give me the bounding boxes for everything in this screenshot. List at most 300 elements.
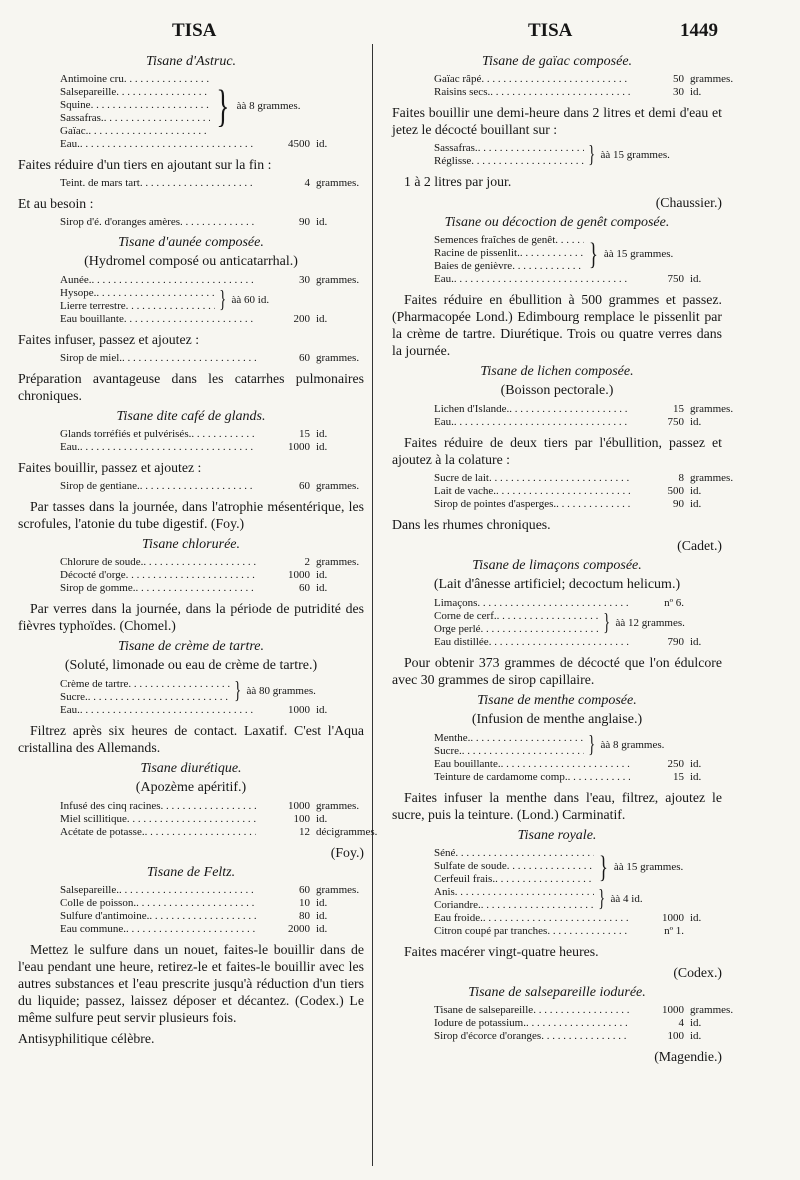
leader-dots <box>497 610 599 623</box>
ingredient-row <box>60 923 394 936</box>
leader-dots <box>477 597 630 610</box>
ingredient-unit: grammes. <box>690 472 734 484</box>
ingredient-unit: grammes. <box>316 274 360 286</box>
ingredient-name: Crème de tartre <box>60 678 129 690</box>
brace: } <box>219 287 227 313</box>
ingredient-quantity: 8 <box>678 472 684 484</box>
ingredient-row <box>60 582 394 595</box>
ingredient-unit: grammes. <box>316 177 360 189</box>
ingredient-name: Baies de genièvre <box>434 260 513 272</box>
ingredient-name: Eau distillée <box>434 636 489 648</box>
ingredient-name: Semences fraîches de genêt <box>434 234 556 246</box>
ingredient-unit: id. <box>316 582 328 594</box>
ingredient-row <box>434 403 768 416</box>
leader-dots <box>124 73 210 86</box>
ingredient-list <box>60 480 364 493</box>
ingredient-list <box>60 73 364 151</box>
leader-dots <box>119 884 256 897</box>
ingredient-unit: grammes. <box>316 800 360 812</box>
ingredient-list <box>434 403 734 429</box>
brace: } <box>598 886 606 912</box>
ingredient-list <box>434 472 734 511</box>
ingredient-group <box>434 847 722 886</box>
ingredient-unit: id. <box>690 912 702 924</box>
leader-dots <box>556 498 630 511</box>
recipe-title: Tisane de gaïac composée. <box>481 54 633 69</box>
ingredient-row <box>434 912 768 925</box>
leader-dots <box>481 899 594 912</box>
ingredient-row <box>60 313 394 326</box>
recipe-subtitle: (Infusion de menthe anglaise.) <box>471 712 643 727</box>
ingredient-group <box>60 287 364 313</box>
ingredient-name: Salsepareille <box>60 86 117 98</box>
ingredient-quantity: 2 <box>304 556 310 568</box>
brace: } <box>588 142 596 168</box>
ingredient-row <box>60 884 394 897</box>
ingredient-group-names <box>60 287 215 313</box>
recipe-title: Tisane de Feltz. <box>146 865 236 880</box>
ingredient-row <box>60 125 210 138</box>
leader-dots <box>149 910 256 923</box>
ingredient-name: Acétate de potasse. <box>60 826 145 838</box>
ingredient-name: Sirop d'é. d'oranges amères <box>60 216 181 228</box>
ingredient-list <box>434 732 722 784</box>
brace: } <box>598 848 608 884</box>
instruction-text: Faites macérer vingt-quatre heures. <box>404 944 599 959</box>
ingredient-name: Tisane de salsepareille <box>434 1004 534 1016</box>
ingredient-name: Limaçons <box>434 597 478 609</box>
ingredient-list <box>434 234 722 286</box>
ingredient-list <box>60 428 364 454</box>
ingredient-name: Chlorure de soude. <box>60 556 144 568</box>
leader-dots <box>88 125 210 138</box>
recipe-title: Tisane de salsepareille iodurée. <box>468 985 646 1000</box>
ingredient-row <box>60 897 394 910</box>
ingredient-group <box>434 610 722 636</box>
ingredient-row <box>60 813 394 826</box>
header-center: TISA <box>528 20 573 41</box>
instruction-text: Faites réduire en ébullition à 500 grammes et passez. (Pharmacopée Lond.) Edimbourg remplace le pissenlit par la crème de tartre. Diurétique. Trois ou quatre verres dans la journée. <box>392 292 722 358</box>
ingredient-row <box>434 860 594 873</box>
brace: } <box>588 235 598 271</box>
ingredient-row <box>60 678 230 691</box>
ingredient-row <box>434 623 599 636</box>
leader-dots <box>136 897 256 910</box>
leader-dots <box>501 758 630 771</box>
ingredient-row <box>60 826 394 839</box>
leader-dots <box>533 1004 630 1017</box>
recipe-subtitle: (Lait d'ânesse artificiel; decoctum helicum.) <box>433 577 681 592</box>
ingredient-quantity: 4500 <box>288 138 310 150</box>
recipe-title: Tisane diurétique. <box>140 761 242 776</box>
ingredient-name: Aunée. <box>60 274 92 286</box>
ingredient-quantity: àà 8 grammes. <box>236 99 301 112</box>
ingredient-row <box>60 691 230 704</box>
ingredient-list <box>434 847 722 938</box>
ingredient-quantity: 750 <box>667 273 684 285</box>
ingredient-group <box>60 678 364 704</box>
ingredient-quantity: nº 1. <box>664 925 684 937</box>
recipe-title: Tisane chlorurée. <box>142 537 240 552</box>
leader-dots <box>455 847 594 860</box>
recipe-title: Tisane de lichen composée. <box>480 364 634 379</box>
ingredient-unit: id. <box>690 498 702 510</box>
ingredient-row <box>434 732 584 745</box>
ingredient-row <box>434 925 768 938</box>
ingredient-name: Gaïac râpé <box>434 73 482 85</box>
leader-dots <box>568 771 630 784</box>
ingredient-name: Sucre. <box>434 745 462 757</box>
ingredient-row <box>434 771 768 784</box>
ingredient-quantity: 200 <box>293 313 310 325</box>
ingredient-name: Sucre de lait <box>434 472 489 484</box>
ingredient-row <box>60 428 394 441</box>
leader-dots <box>512 260 584 273</box>
ingredient-list <box>434 597 722 649</box>
leader-dots <box>481 73 630 86</box>
instruction-text: Mettez le sulfure dans un nouet, faites-le bouillir dans de l'eau pendant une heure, retirez-le et faites-le bouillir avec les autres substances et l'eau prescrite jusqu'à réduction d'un tiers du liquide; passez, laissez déposer et décantez. (Codex.) Le même sulfure peut servir plusieurs fois. <box>18 942 364 1025</box>
ingredient-row <box>434 597 768 610</box>
ingredient-quantity: 15 <box>673 403 684 415</box>
ingredient-row <box>434 847 594 860</box>
recipe-subtitle: (Hydromel composé ou anticatarrhal.) <box>84 254 298 269</box>
leader-dots <box>143 556 256 569</box>
ingredient-name: Antimoine cru <box>60 73 124 85</box>
instruction-text: Faites bouillir, passez et ajoutez : <box>18 460 202 475</box>
ingredient-row <box>434 416 768 429</box>
ingredient-row <box>60 177 394 190</box>
ingredient-quantity: àà 15 grammes. <box>613 860 684 873</box>
ingredient-list <box>434 142 722 168</box>
ingredient-name: Lierre terrestre <box>60 300 126 312</box>
ingredient-unit: id. <box>316 313 328 325</box>
leader-dots <box>116 86 210 99</box>
ingredient-name: Anis <box>434 886 455 898</box>
ingredient-row <box>434 1004 768 1017</box>
leader-dots <box>161 800 257 813</box>
ingredient-unit: id. <box>316 923 328 935</box>
ingredient-group-names <box>60 73 210 138</box>
ingredient-name: Salsepareille. <box>60 884 119 896</box>
ingredient-quantity: 1000 <box>288 569 310 581</box>
source-attribution: (Chaussier.) <box>655 195 722 210</box>
ingredient-list <box>60 274 364 326</box>
leader-dots <box>455 886 594 899</box>
ingredient-quantity: 4 <box>678 1017 684 1029</box>
ingredient-quantity: 10 <box>299 897 310 909</box>
ingredient-row <box>434 155 584 168</box>
brace: } <box>603 610 611 636</box>
ingredient-row <box>60 112 210 125</box>
ingredient-name: Sulfure d'antimoine. <box>60 910 150 922</box>
ingredient-row <box>60 569 394 582</box>
ingredient-quantity: 500 <box>667 485 684 497</box>
ingredient-unit: grammes. <box>690 403 734 415</box>
ingredient-name: Sirop de miel. <box>60 352 123 364</box>
leader-dots <box>489 636 630 649</box>
ingredient-list <box>60 678 364 717</box>
leader-dots <box>140 480 256 493</box>
ingredient-name: Menthe. <box>434 732 471 744</box>
recipe-title: Tisane de crème de tartre. <box>117 639 265 654</box>
ingredient-unit: id. <box>316 704 328 716</box>
ingredient-unit: id. <box>316 897 328 909</box>
recipe-title: Tisane ou décoction de genêt composée. <box>444 215 670 230</box>
ingredient-name: Iodure de potassium. <box>434 1017 526 1029</box>
ingredient-row <box>60 480 394 493</box>
instruction-text: Filtrez après six heures de contact. Laxatif. C'est l'Aqua cristallina des Allemands. <box>18 723 364 755</box>
leader-dots <box>470 732 584 745</box>
leader-dots <box>145 826 256 839</box>
header-left: TISA <box>172 20 217 41</box>
ingredient-row <box>60 99 210 112</box>
ingredient-name: Eau bouillante <box>60 313 124 325</box>
leader-dots <box>547 925 630 938</box>
ingredient-group-names <box>60 678 230 704</box>
leader-dots <box>496 485 630 498</box>
leader-dots <box>126 569 256 582</box>
ingredient-unit: id. <box>316 813 328 825</box>
ingredient-group <box>434 732 722 758</box>
ingredient-name: Eau commune. <box>60 923 126 935</box>
ingredient-unit: grammes. <box>316 556 360 568</box>
ingredient-quantity: 1000 <box>288 704 310 716</box>
running-header <box>0 20 800 44</box>
ingredient-unit: id. <box>690 636 702 648</box>
leader-dots <box>191 428 256 441</box>
source-attribution: (Magendie.) <box>654 1049 722 1064</box>
ingredient-name: Racine de pissenlit. <box>434 247 520 259</box>
ingredient-row <box>60 216 394 229</box>
recipe-subtitle: (Boisson pectorale.) <box>500 383 614 398</box>
recipe-subtitle: (Soluté, limonade ou eau de crème de tartre.) <box>64 658 318 673</box>
leader-dots <box>91 274 256 287</box>
ingredient-group <box>434 142 722 168</box>
leader-dots <box>122 352 256 365</box>
ingredient-quantity: 80 <box>299 910 310 922</box>
ingredient-name: Sassafras. <box>60 112 104 124</box>
leader-dots <box>135 582 256 595</box>
leader-dots <box>454 416 630 429</box>
column-divider <box>372 44 373 1166</box>
right-column <box>392 50 734 1068</box>
source-attribution: (Cadet.) <box>677 538 722 553</box>
ingredient-row <box>434 610 599 623</box>
instruction-text: Antisyphilitique célèbre. <box>18 1031 155 1046</box>
ingredient-name: Sirop de gomme. <box>60 582 136 594</box>
ingredient-row <box>434 260 584 273</box>
ingredient-unit: décigrammes. <box>316 826 378 838</box>
ingredient-quantity: 60 <box>299 582 310 594</box>
ingredient-quantity: 15 <box>299 428 310 440</box>
ingredient-quantity: 750 <box>667 416 684 428</box>
ingredient-name: Sirop de gentiane. <box>60 480 140 492</box>
ingredient-unit: grammes. <box>316 480 360 492</box>
leader-dots <box>127 813 256 826</box>
ingredient-name: Raisins secs. <box>434 86 491 98</box>
leader-dots <box>471 155 584 168</box>
leader-dots <box>126 300 215 313</box>
ingredient-name: Infusé des cinq racines <box>60 800 161 812</box>
ingredient-row <box>434 745 584 758</box>
leader-dots <box>104 112 210 125</box>
recipe-title: Tisane dite café de glands. <box>116 409 266 424</box>
recipe-title: Tisane royale. <box>517 828 597 843</box>
ingredient-list <box>60 352 364 365</box>
ingredient-quantity: àà 15 grammes. <box>600 149 670 161</box>
ingredient-quantity: 100 <box>293 813 310 825</box>
ingredient-group <box>60 73 364 138</box>
ingredient-row <box>60 352 394 365</box>
ingredient-name: Lichen d'Islande. <box>434 403 510 415</box>
leader-dots <box>490 86 630 99</box>
ingredient-unit: id. <box>690 1030 702 1042</box>
ingredient-quantity: 30 <box>299 274 310 286</box>
ingredient-quantity: nº 6. <box>664 597 684 609</box>
ingredient-row <box>60 300 215 313</box>
leader-dots <box>88 691 230 704</box>
ingredient-quantity: àà 8 grammes. <box>600 739 665 751</box>
ingredient-name: Miel scillitique <box>60 813 127 825</box>
brace: } <box>216 80 230 131</box>
brace: } <box>234 678 242 704</box>
leader-dots <box>180 216 256 229</box>
ingredient-name: Eau. <box>434 416 454 428</box>
ingredient-quantity: 2000 <box>288 923 310 935</box>
ingredient-row <box>434 472 768 485</box>
ingredient-name: Sucre. <box>60 691 88 703</box>
leader-dots <box>478 142 584 155</box>
ingredient-row <box>60 704 394 717</box>
ingredient-quantity: 60 <box>299 480 310 492</box>
leader-dots <box>126 923 256 936</box>
ingredient-unit: id. <box>316 216 328 228</box>
ingredient-unit: id. <box>690 273 702 285</box>
ingredient-row <box>60 287 215 300</box>
ingredient-quantity: àà 12 grammes. <box>615 617 685 629</box>
leader-dots <box>91 99 210 112</box>
ingredient-name: Eau. <box>434 273 454 285</box>
ingredient-list <box>434 73 734 99</box>
ingredient-name: Teinture de cardamome comp. <box>434 771 568 783</box>
ingredient-unit: id. <box>316 441 328 453</box>
ingredient-name: Teint. de mars tart <box>60 177 140 189</box>
ingredient-quantity: 60 <box>299 352 310 364</box>
instruction-text: Faites bouillir une demi-heure dans 2 litres et demi d'eau et jetez le décocté bouillant sur : <box>392 105 722 137</box>
leader-dots <box>80 138 256 151</box>
leader-dots <box>481 623 599 636</box>
ingredient-group <box>434 886 722 912</box>
ingredient-unit: id. <box>316 569 328 581</box>
recipe-title: Tisane de menthe composée. <box>477 693 637 708</box>
brace: } <box>588 732 596 758</box>
ingredient-group-names <box>434 886 594 912</box>
ingredient-unit: id. <box>316 428 328 440</box>
ingredient-name: Lait de vache. <box>434 485 496 497</box>
recipe-subtitle: (Apozème apéritif.) <box>135 780 247 795</box>
instruction-text: Par verres dans la journée, dans la période de putridité des fièvres typhoïdes. (Chomel.) <box>18 601 364 633</box>
leader-dots <box>96 287 215 300</box>
ingredient-quantity: 60 <box>299 884 310 896</box>
ingredient-group-names <box>434 732 584 758</box>
ingredient-group-names <box>434 610 599 636</box>
ingredient-row <box>60 138 394 151</box>
leader-dots <box>526 1017 630 1030</box>
page-number: 1449 <box>680 20 718 41</box>
left-column <box>18 50 378 1051</box>
ingredient-quantity: àà 80 grammes. <box>246 685 316 697</box>
ingredient-quantity: 790 <box>667 636 684 648</box>
ingredient-quantity: 1000 <box>288 800 310 812</box>
ingredient-row <box>434 73 768 86</box>
ingredient-quantity: àà 60 id. <box>231 294 270 306</box>
ingredient-quantity: 100 <box>667 1030 684 1042</box>
ingredient-group <box>434 234 722 273</box>
ingredient-name: Eau. <box>60 138 80 150</box>
ingredient-row <box>434 758 768 771</box>
ingredient-row <box>434 485 768 498</box>
instruction-text: Faites infuser, passez et ajoutez : <box>18 332 200 347</box>
ingredient-quantity: 12 <box>299 826 310 838</box>
ingredient-row <box>60 73 210 86</box>
ingredient-quantity: àà 15 grammes. <box>603 247 674 260</box>
ingredient-unit: id. <box>316 910 328 922</box>
ingredient-name: Sulfate de soude <box>434 860 507 872</box>
ingredient-list <box>60 884 364 936</box>
ingredient-quantity: àà 4 id. <box>610 893 643 905</box>
ingredient-row <box>60 274 394 287</box>
leader-dots <box>124 313 256 326</box>
ingredient-unit: grammes. <box>690 73 734 85</box>
ingredient-name: Squine <box>60 99 91 111</box>
leader-dots <box>128 678 230 691</box>
instruction-text: Par tasses dans la journée, dans l'atrophie mésentérique, les scrofules, l'atonie du tube digestif. (Foy.) <box>18 499 364 531</box>
ingredient-name: Eau. <box>60 704 80 716</box>
leader-dots <box>80 704 256 717</box>
instruction-text: 1 à 2 litres par jour. <box>404 174 512 189</box>
ingredient-name: Citron coupé par tranches <box>434 925 548 937</box>
ingredient-row <box>434 498 768 511</box>
ingredient-row <box>434 142 584 155</box>
ingredient-row <box>434 247 584 260</box>
leader-dots <box>462 745 584 758</box>
recipe-title: Tisane de limaçons composée. <box>472 558 642 573</box>
ingredient-quantity: 50 <box>673 73 684 85</box>
ingredient-group-names <box>434 234 584 273</box>
ingredient-name: Décocté d'orge <box>60 569 126 581</box>
ingredient-row <box>434 273 768 286</box>
leader-dots <box>495 873 594 886</box>
instruction-text: Faites réduire d'un tiers en ajoutant sur la fin : <box>18 157 272 172</box>
leader-dots <box>555 234 584 247</box>
ingredient-quantity: 90 <box>299 216 310 228</box>
instruction-text: Faites réduire de deux tiers par l'ébullition, passez et ajoutez à la colature : <box>392 435 722 467</box>
leader-dots <box>541 1030 630 1043</box>
ingredient-quantity: 1000 <box>662 1004 684 1016</box>
ingredient-list <box>60 556 364 595</box>
ingredient-name: Eau froide. <box>434 912 483 924</box>
ingredient-name: Séné <box>434 847 456 859</box>
ingredient-row <box>434 873 594 886</box>
leader-dots <box>80 441 256 454</box>
ingredient-list <box>60 177 364 190</box>
leader-dots <box>509 403 630 416</box>
ingredient-name: Cerfeuil frais. <box>434 873 496 885</box>
ingredient-row <box>434 234 584 247</box>
ingredient-row <box>60 86 210 99</box>
recipe-title: Tisane d'Astruc. <box>145 54 237 69</box>
ingredient-quantity: 250 <box>667 758 684 770</box>
